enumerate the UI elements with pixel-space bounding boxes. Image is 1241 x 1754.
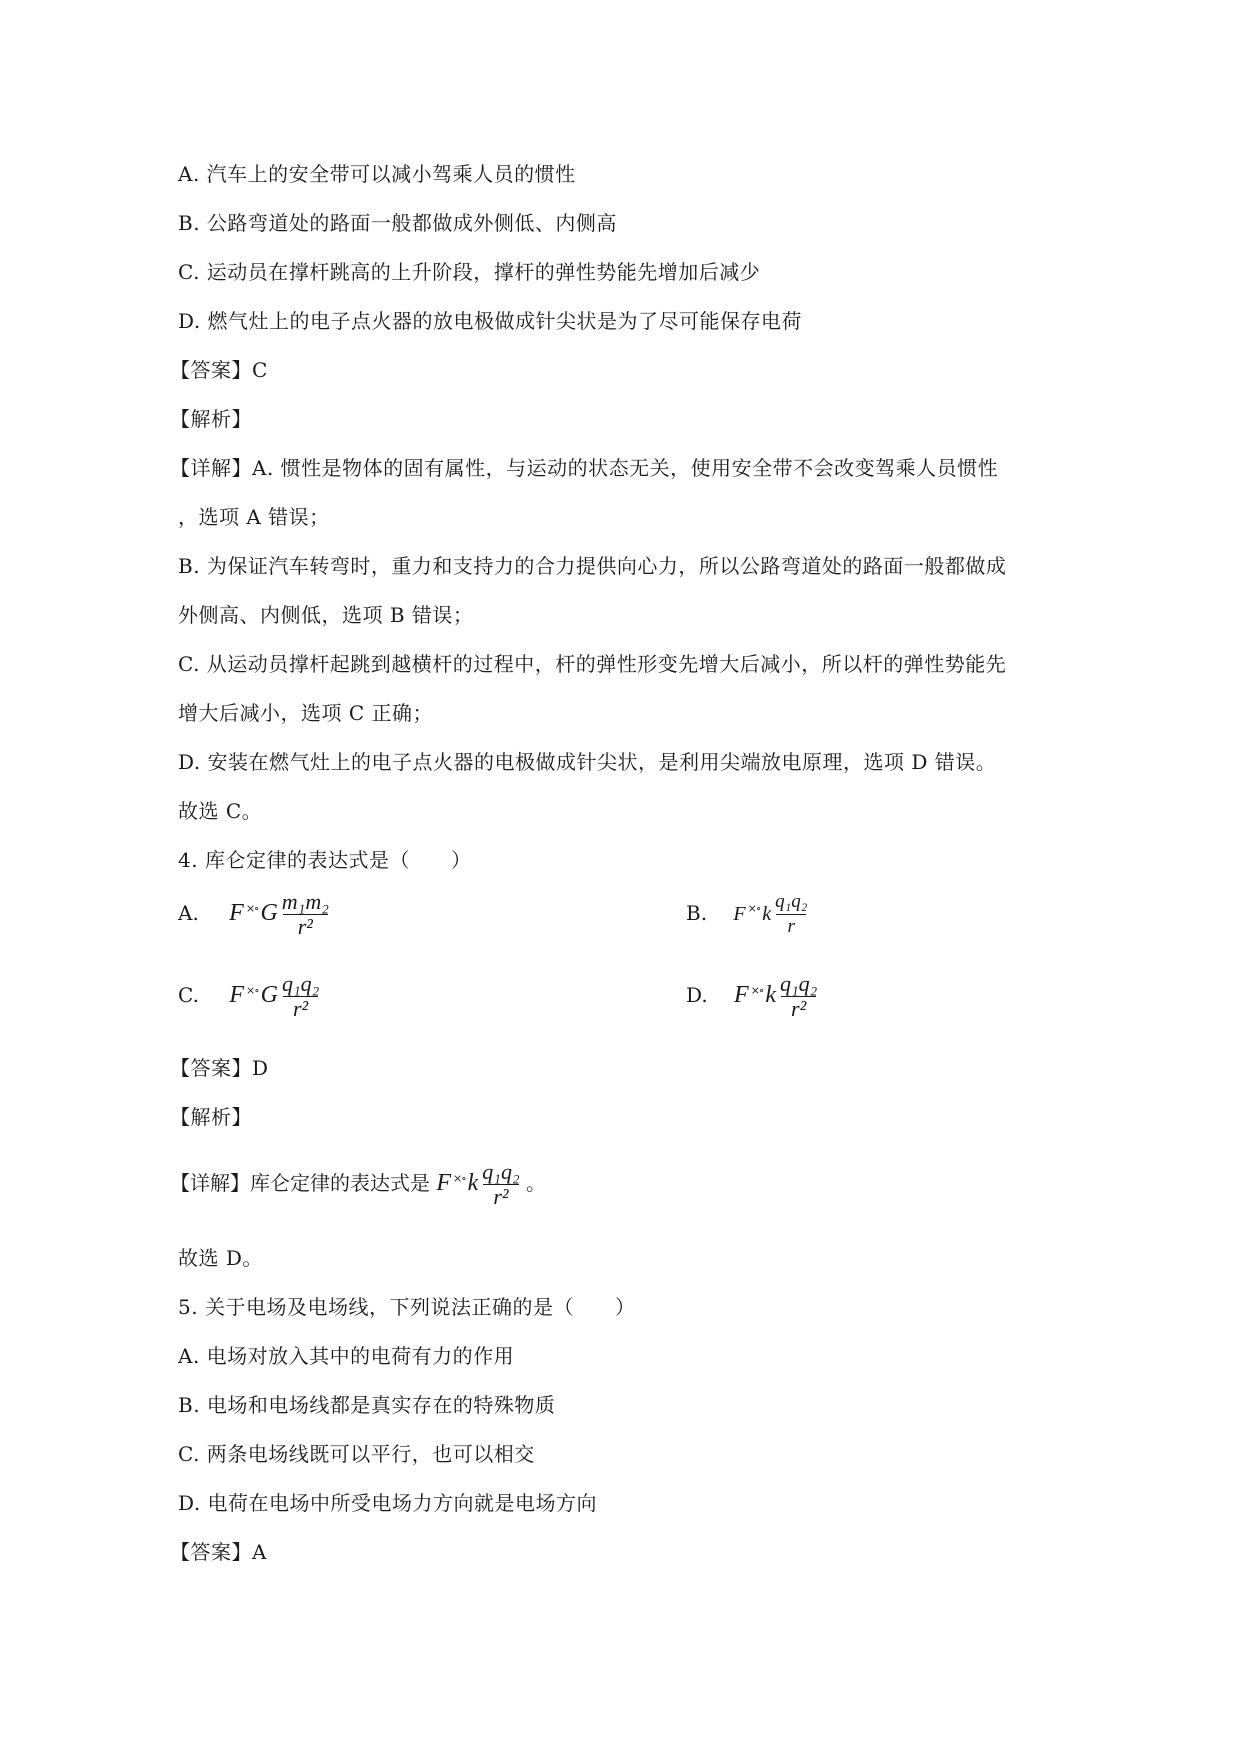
q4-detail-suffix: 。 (525, 1171, 546, 1195)
q3-conclusion: 故选 C。 (178, 799, 263, 823)
option-label: D. (686, 983, 708, 1007)
formula-symbol: ×∘ (747, 902, 761, 916)
q5-answer: 【答案】A (170, 1540, 267, 1564)
q3-detail-line-4: 外侧高、内侧低，选项 B 错误； (178, 603, 474, 627)
option-label: C. (178, 983, 199, 1007)
formula-fraction (780, 972, 817, 1021)
formula-symbol: ×∘ (245, 902, 259, 916)
formula-fraction (282, 890, 329, 939)
q5-option-d: D. 电荷在电场中所受电场力方向就是电场方向 (178, 1491, 598, 1515)
q4-answer: 【答案】D (170, 1056, 269, 1080)
q3-detail-line-1: 【详解】A. 惯性是物体的固有属性，与运动的状态无关，使用安全带不会改变驾乘人员惯性 (170, 456, 999, 480)
formula-denominator: r² (791, 996, 807, 1021)
formula-coefficient: k (467, 1170, 479, 1196)
formula (229, 972, 319, 1021)
q3-detail-line-7: D. 安装在燃气灶上的电子点火器的电极做成针尖状，是利用尖端放电原理，选项 D 错误。 (178, 750, 997, 774)
formula-lhs: F (436, 1170, 452, 1196)
formula-lhs: F (229, 982, 244, 1008)
q4-option-c (178, 972, 319, 1021)
q5-option-c: C. 两条电场线既可以平行，也可以相交 (178, 1442, 535, 1466)
formula-symbol: ×∘ (453, 1172, 466, 1186)
q4-option-b (686, 890, 807, 939)
formula (734, 972, 817, 1021)
formula-coefficient: k (765, 982, 776, 1008)
formula-numerator: m₁m₂ (281, 889, 329, 914)
formula-numerator: q₁q₂ (281, 971, 320, 996)
q4-stem: 4. 库仑定律的表达式是（ ） (178, 848, 472, 872)
q5-option-a: A. 电场对放入其中的电荷有力的作用 (178, 1344, 515, 1368)
q4-detail-prefix: 【详解】库仑定律的表达式是 (170, 1171, 430, 1195)
formula (733, 890, 807, 939)
formula-denominator: r² (493, 1184, 509, 1209)
q4-detail (170, 1160, 546, 1209)
q3-detail-line-2: ，选项 A 错误； (178, 505, 330, 529)
q5-stem: 5. 关于电场及电场线，下列说法正确的是（ ） (178, 1295, 636, 1319)
formula (229, 890, 329, 939)
option-label: A. (178, 901, 199, 925)
formula-symbol: ×∘ (750, 984, 764, 998)
q3-analysis-heading: 【解析】 (170, 407, 252, 431)
q4-conclusion: 故选 D。 (178, 1246, 263, 1270)
q4-option-a (178, 890, 329, 939)
formula-denominator: r (787, 916, 795, 937)
q3-detail-line-6: 增大后减小，选项 C 正确； (178, 701, 434, 725)
q4-option-d (686, 972, 817, 1021)
formula-lhs: F (733, 903, 746, 925)
q3-option-d: D. 燃气灶上的电子点火器的放电极做成针尖状是为了尽可能保存电荷 (178, 309, 803, 333)
formula-fraction (282, 972, 319, 1021)
option-label: B. (686, 901, 708, 925)
q3-detail-line-5: C. 从运动员撑杆起跳到越横杆的过程中，杆的弹性形变先增大后减小，所以杆的弹性势能先 (178, 652, 1007, 676)
q3-answer: 【答案】C (170, 358, 268, 382)
formula-numerator: q₁q₂ (779, 971, 818, 996)
q3-detail-line-3: B. 为保证汽车转弯时，重力和支持力的合力提供向心力，所以公路弯道处的路面一般都做成 (178, 554, 1007, 578)
q3-option-c: C. 运动员在撑杆跳高的上升阶段，撑杆的弹性势能先增加后减少 (178, 260, 761, 284)
formula-lhs: F (734, 982, 749, 1008)
q3-option-b: B. 公路弯道处的路面一般都做成外侧低、内侧高 (178, 211, 617, 235)
formula-symbol: ×∘ (245, 984, 259, 998)
formula-denominator: r² (297, 914, 313, 939)
q3-option-a: A. 汽车上的安全带可以减小驾乘人员的惯性 (178, 162, 576, 186)
formula-fraction (775, 890, 807, 939)
formula-fraction (482, 1160, 519, 1209)
formula-lhs: F (229, 900, 244, 926)
formula-numerator: q₁q₂ (775, 891, 808, 912)
q5-option-b: B. 电场和电场线都是真实存在的特殊物质 (178, 1393, 556, 1417)
formula-numerator: q₁q₂ (482, 1159, 520, 1184)
formula-denominator: r² (293, 996, 309, 1021)
formula-coefficient: G (260, 982, 278, 1008)
q4-analysis-heading: 【解析】 (170, 1105, 252, 1129)
formula-coefficient: G (260, 900, 278, 926)
formula-coefficient: k (762, 903, 772, 925)
formula (436, 1160, 519, 1209)
